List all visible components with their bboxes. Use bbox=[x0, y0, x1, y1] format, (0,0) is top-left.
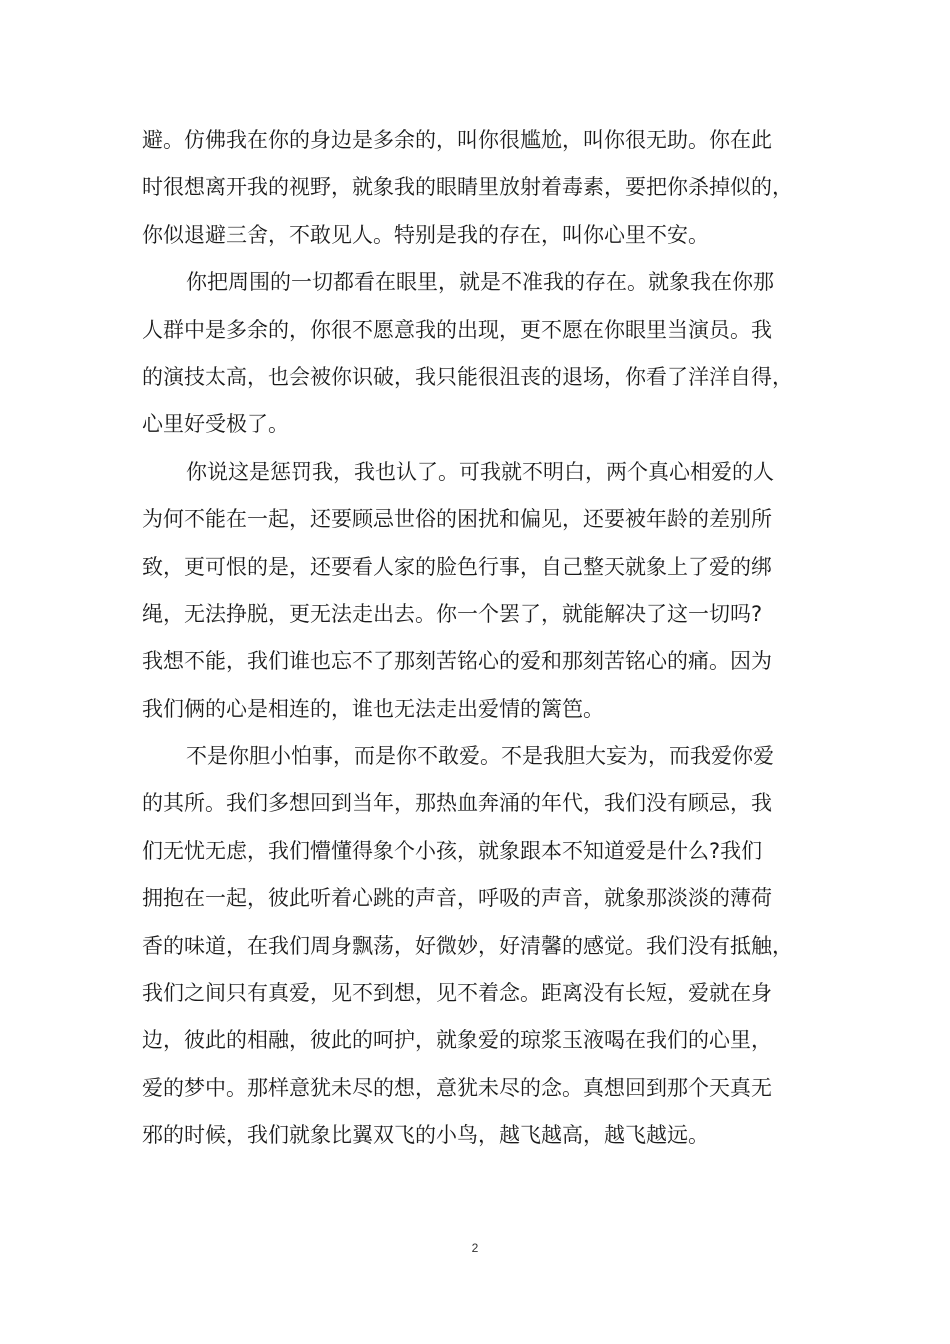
text-line: 的其所。我们多想回到当年，那热血奔涌的年代，我们没有顾忌，我 bbox=[142, 791, 772, 816]
text-line: 爱的梦中。那样意犹未尽的想，意犹未尽的念。真想回到那个天真无 bbox=[142, 1075, 772, 1100]
text-line: 我想不能，我们谁也忘不了那刻苦铭心的爱和那刻苦铭心的痛。因为 bbox=[142, 649, 772, 674]
text-line: 香的味道，在我们周身飘荡，好微妙，好清馨的感觉。我们没有抵触， bbox=[142, 933, 793, 958]
text-line: 为何不能在一起，还要顾忌世俗的困扰和偏见，还要被年龄的差别所 bbox=[142, 507, 772, 532]
text-line: 你似退避三舍，不敢见人。特别是我的存在，叫你心里不安。 bbox=[142, 222, 709, 247]
text-line: 邪的时候，我们就象比翼双飞的小鸟，越飞越高，越飞越远。 bbox=[142, 1123, 709, 1148]
text-line: 心里好受极了。 bbox=[142, 412, 289, 437]
text-line: 不是你胆小怕事，而是你不敢爱。不是我胆大妄为，而我爱你爱 bbox=[186, 744, 774, 769]
text-line: 们无忧无虑，我们懵懂得象个小孩，就象跟本不知道爱是什么?我们 bbox=[142, 838, 763, 863]
text-line: 我们俩的心是相连的，谁也无法走出爱情的篱笆。 bbox=[142, 696, 604, 721]
text-line: 绳，无法挣脱，更无法走出去。你一个罢了，就能解决了这一切吗? bbox=[142, 601, 763, 626]
text-line: 拥抱在一起，彼此听着心跳的声音，呼吸的声音，就象那淡淡的薄荷 bbox=[142, 886, 772, 911]
paragraph-1 bbox=[142, 117, 832, 259]
paragraph-2 bbox=[142, 259, 832, 449]
text-line: 致，更可恨的是，还要看人家的脸色行事，自己整天就象上了爱的绑 bbox=[142, 554, 772, 579]
text-line: 你说这是惩罚我，我也认了。可我就不明白，两个真心相爱的人 bbox=[186, 459, 774, 484]
text-line: 时很想离开我的视野，就象我的眼睛里放射着毒素，要把你杀掉似的， bbox=[142, 175, 793, 200]
text-line: 你把周围的一切都看在眼里，就是不准我的存在。就象我在你那 bbox=[186, 270, 774, 295]
paragraph-4 bbox=[142, 733, 832, 1160]
text-line: 避。仿佛我在你的身边是多余的，叫你很尴尬，叫你很无助。你在此 bbox=[142, 128, 772, 152]
text-line: 人群中是多余的，你很不愿意我的出现，更不愿在你眼里当演员。我 bbox=[142, 317, 772, 342]
text-line: 我们之间只有真爱，见不到想，见不着念。距离没有长短，爱就在身 bbox=[142, 981, 772, 1006]
text-line: 边，彼此的相融，彼此的呵护，就象爱的琼浆玉液喝在我们的心里， bbox=[142, 1028, 772, 1053]
paragraph-3 bbox=[142, 449, 832, 733]
text-line: 的演技太高，也会被你识破，我只能很沮丧的退场，你看了洋洋自得， bbox=[142, 364, 793, 389]
page-number: 2 bbox=[471, 1241, 479, 1255]
body-text bbox=[142, 117, 832, 1160]
